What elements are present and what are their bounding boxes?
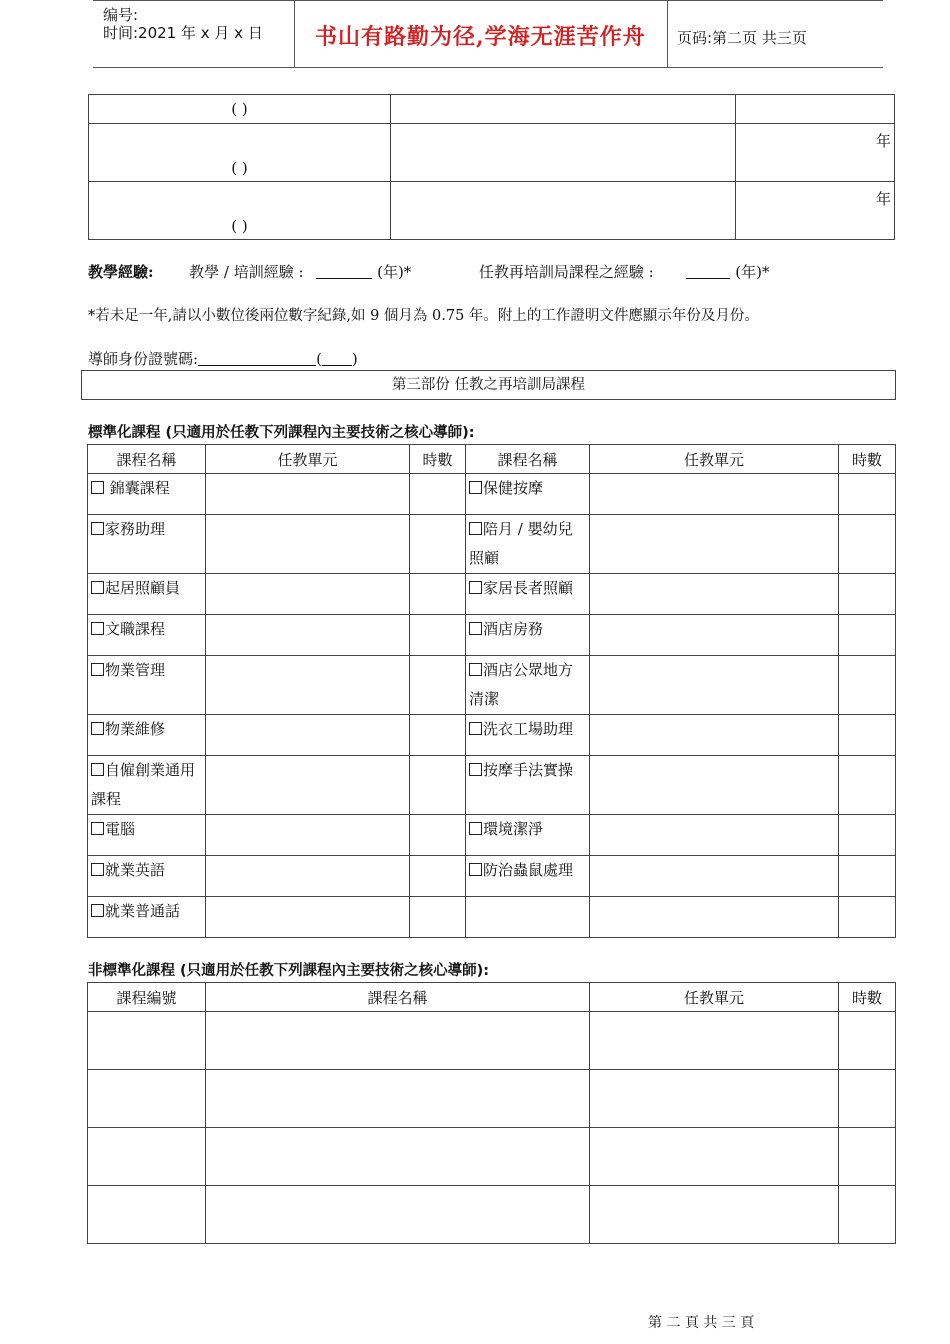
unit-cell[interactable] bbox=[590, 574, 839, 615]
course-checkbox[interactable] bbox=[469, 722, 482, 735]
table-row bbox=[88, 756, 896, 815]
course-cell bbox=[88, 574, 206, 615]
course-checkbox[interactable] bbox=[469, 481, 482, 494]
hours-cell[interactable] bbox=[410, 756, 466, 815]
empty-cell bbox=[391, 182, 736, 240]
standard-courses-table bbox=[87, 444, 896, 938]
table-row bbox=[88, 1186, 896, 1244]
unit-cell[interactable] bbox=[206, 897, 410, 938]
table-row bbox=[89, 182, 895, 240]
table-row bbox=[88, 574, 896, 615]
course-cell bbox=[466, 615, 590, 656]
unit-cell[interactable] bbox=[206, 715, 410, 756]
course-name-cell[interactable] bbox=[206, 1186, 590, 1244]
hours-cell[interactable] bbox=[410, 515, 466, 574]
hours-cell[interactable] bbox=[410, 897, 466, 938]
course-cell bbox=[88, 756, 206, 815]
course-checkbox[interactable] bbox=[91, 663, 104, 676]
hours-cell[interactable] bbox=[839, 856, 896, 897]
course-checkbox[interactable] bbox=[91, 722, 104, 735]
course-name-cell[interactable] bbox=[206, 1128, 590, 1186]
paren-cell bbox=[89, 95, 391, 124]
course-code-cell[interactable] bbox=[88, 1186, 206, 1244]
course-name: 酒店房務 bbox=[483, 620, 544, 638]
header-time-label: 时间:2021 年 x 月 x 日 bbox=[103, 24, 263, 42]
course-name: 酒店公眾地方清潔 bbox=[469, 661, 574, 708]
course-checkbox[interactable] bbox=[91, 622, 104, 635]
erb-years-field[interactable] bbox=[686, 264, 730, 279]
tutor-id-check-digit-field[interactable] bbox=[322, 351, 352, 366]
course-checkbox[interactable] bbox=[469, 522, 482, 535]
course-cell bbox=[466, 574, 590, 615]
course-name: 洗衣工場助理 bbox=[483, 720, 574, 738]
course-name-cell[interactable] bbox=[206, 1070, 590, 1128]
course-name: 就業英語 bbox=[105, 861, 166, 879]
hours-cell[interactable] bbox=[410, 574, 466, 615]
course-name: 陪月 / 嬰幼兒照顧 bbox=[469, 520, 573, 567]
course-name: 就業普通話 bbox=[105, 902, 181, 920]
course-cell bbox=[466, 815, 590, 856]
course-cell bbox=[466, 715, 590, 756]
hours-cell[interactable] bbox=[839, 1070, 896, 1128]
course-cell bbox=[88, 515, 206, 574]
table-row bbox=[88, 897, 896, 938]
course-checkbox[interactable] bbox=[91, 522, 104, 535]
unit-cell[interactable] bbox=[206, 856, 410, 897]
table-row bbox=[88, 1012, 896, 1070]
course-code-cell[interactable] bbox=[88, 1070, 206, 1128]
hours-cell[interactable] bbox=[839, 756, 896, 815]
course-cell bbox=[466, 897, 590, 938]
unit-cell[interactable] bbox=[590, 656, 839, 715]
course-cell bbox=[88, 856, 206, 897]
course-checkbox[interactable] bbox=[469, 622, 482, 635]
course-checkbox[interactable] bbox=[91, 904, 104, 917]
table-row bbox=[88, 856, 896, 897]
unit-cell[interactable] bbox=[590, 756, 839, 815]
unit-cell[interactable] bbox=[590, 1012, 839, 1070]
table-header-row bbox=[88, 445, 896, 474]
unit-cell[interactable] bbox=[206, 615, 410, 656]
unit-cell[interactable] bbox=[590, 515, 839, 574]
unit-cell[interactable] bbox=[206, 815, 410, 856]
unit-cell[interactable] bbox=[590, 474, 839, 515]
year-label: 年 bbox=[875, 190, 891, 208]
table-row bbox=[89, 124, 895, 182]
course-checkbox[interactable] bbox=[469, 763, 482, 776]
hours-cell[interactable] bbox=[839, 1012, 896, 1070]
table-row bbox=[88, 656, 896, 715]
unit-cell[interactable] bbox=[590, 856, 839, 897]
course-cell bbox=[88, 474, 206, 515]
course-checkbox[interactable] bbox=[469, 863, 482, 876]
teach-years-unit: (年)* bbox=[377, 263, 412, 281]
hours-cell[interactable] bbox=[839, 1128, 896, 1186]
course-code-cell[interactable] bbox=[88, 1128, 206, 1186]
paren-text: ( ) bbox=[231, 159, 248, 177]
course-checkbox[interactable] bbox=[469, 663, 482, 676]
course-checkbox[interactable] bbox=[91, 863, 104, 876]
hours-cell[interactable] bbox=[839, 515, 896, 574]
hours-cell[interactable] bbox=[839, 1186, 896, 1244]
part3-title: 第三部份 任教之再培訓局課程 bbox=[81, 370, 896, 400]
header-divider bbox=[667, 0, 668, 67]
course-name: 文職課程 bbox=[105, 620, 166, 638]
course-checkbox[interactable] bbox=[91, 763, 104, 776]
course-cell bbox=[466, 515, 590, 574]
empty-cell bbox=[391, 95, 736, 124]
column-header: 時數 bbox=[410, 445, 466, 474]
header-bottom-rule bbox=[93, 67, 883, 68]
course-name: 物業管理 bbox=[105, 661, 166, 679]
course-checkbox[interactable] bbox=[91, 581, 104, 594]
course-name: 起居照顧員 bbox=[105, 579, 181, 597]
course-checkbox[interactable] bbox=[469, 822, 482, 835]
course-cell bbox=[88, 815, 206, 856]
paren-cell bbox=[89, 182, 391, 240]
column-header: 任教單元 bbox=[590, 445, 839, 474]
course-checkbox[interactable] bbox=[91, 481, 104, 494]
course-name: 防治蟲鼠處理 bbox=[483, 861, 574, 879]
unit-cell[interactable] bbox=[206, 574, 410, 615]
course-cell bbox=[466, 656, 590, 715]
table-row bbox=[88, 1128, 896, 1186]
hours-cell[interactable] bbox=[839, 815, 896, 856]
table-header-row bbox=[88, 983, 896, 1012]
nonstandard-courses-heading: 非標準化課程 (只適用於任教下列課程內主要技術之核心導師): bbox=[88, 963, 490, 979]
hours-cell[interactable] bbox=[410, 656, 466, 715]
erb-experience-label: 任教再培訓局課程之經驗 : bbox=[478, 263, 654, 281]
column-header: 任教單元 bbox=[206, 445, 410, 474]
empty-cell bbox=[736, 95, 895, 124]
tutor-id-field[interactable] bbox=[198, 351, 316, 366]
header-number-label: 编号: bbox=[103, 6, 139, 24]
year-cell bbox=[736, 124, 895, 182]
header-slogan: 书山有路勤为径,学海无涯苦作舟 bbox=[315, 24, 646, 50]
unit-cell[interactable] bbox=[590, 1128, 839, 1186]
unit-cell[interactable] bbox=[206, 756, 410, 815]
hours-cell[interactable] bbox=[410, 856, 466, 897]
course-cell bbox=[466, 856, 590, 897]
course-cell bbox=[88, 656, 206, 715]
unit-cell[interactable] bbox=[590, 715, 839, 756]
nonstandard-courses-table bbox=[87, 982, 896, 1244]
course-checkbox[interactable] bbox=[91, 822, 104, 835]
standard-courses-heading: 標準化課程 (只適用於任教下列課程內主要技術之核心導師): bbox=[88, 425, 475, 441]
unit-cell[interactable] bbox=[590, 815, 839, 856]
course-name: 自僱創業通用課程 bbox=[91, 761, 196, 808]
table-row bbox=[88, 815, 896, 856]
page-footer: 第 二 頁 共 三 頁 bbox=[648, 1315, 755, 1331]
unit-cell[interactable] bbox=[206, 474, 410, 515]
course-name-cell[interactable] bbox=[206, 1012, 590, 1070]
paren-close: ) bbox=[351, 350, 358, 368]
hours-cell[interactable] bbox=[410, 815, 466, 856]
paren-text: ( ) bbox=[231, 100, 248, 118]
table-row bbox=[88, 715, 896, 756]
unit-cell[interactable] bbox=[590, 1186, 839, 1244]
course-name: 環境潔淨 bbox=[483, 820, 544, 838]
column-header: 任教單元 bbox=[590, 983, 839, 1012]
unit-cell[interactable] bbox=[590, 1070, 839, 1128]
header-divider bbox=[294, 0, 295, 67]
paren-open: ( bbox=[316, 350, 322, 368]
header-top-rule bbox=[93, 0, 883, 1]
hours-cell[interactable] bbox=[410, 715, 466, 756]
experience-label: 教學經驗: bbox=[88, 263, 154, 281]
year-cell bbox=[736, 182, 895, 240]
course-name: 家居長者照顧 bbox=[483, 579, 574, 597]
teach-years-field[interactable] bbox=[316, 264, 372, 279]
empty-cell bbox=[391, 124, 736, 182]
teach-experience-label: 教學 / 培訓經驗 : bbox=[189, 263, 304, 281]
course-name: 電腦 bbox=[105, 820, 136, 838]
column-header: 課程編號 bbox=[88, 983, 206, 1012]
table-row bbox=[88, 515, 896, 574]
hours-cell[interactable] bbox=[839, 474, 896, 515]
column-header: 課程名稱 bbox=[88, 445, 206, 474]
column-header: 課程名稱 bbox=[206, 983, 590, 1012]
table-row bbox=[88, 474, 896, 515]
hours-cell[interactable] bbox=[410, 615, 466, 656]
course-name: 按摩手法實操 bbox=[483, 761, 574, 779]
year-label: 年 bbox=[875, 132, 891, 150]
experience-line bbox=[88, 261, 769, 282]
course-name: 家務助理 bbox=[105, 520, 166, 538]
hours-cell[interactable] bbox=[410, 474, 466, 515]
decimal-note: *若未足一年,請以小數位後兩位數字紀錄,如 9 個月為 0.75 年。附上的工作證明文件應顯示年份及月份。 bbox=[88, 308, 759, 324]
hours-cell[interactable] bbox=[839, 615, 896, 656]
tutor-id-line bbox=[88, 348, 358, 369]
hours-cell[interactable] bbox=[839, 656, 896, 715]
unit-cell[interactable] bbox=[206, 656, 410, 715]
course-code-cell[interactable] bbox=[88, 1012, 206, 1070]
course-cell bbox=[466, 474, 590, 515]
tutor-id-label: 導師身份證號碼: bbox=[88, 350, 199, 368]
erb-years-unit: (年)* bbox=[735, 263, 770, 281]
course-name: 物業維修 bbox=[105, 720, 166, 738]
table-row bbox=[88, 1070, 896, 1128]
column-header: 時數 bbox=[839, 445, 896, 474]
header-page-label: 页码:第二页 共三页 bbox=[677, 29, 807, 47]
table-row bbox=[88, 615, 896, 656]
paren-cell bbox=[89, 124, 391, 182]
table-row bbox=[89, 95, 895, 124]
course-checkbox[interactable] bbox=[469, 581, 482, 594]
paren-text: ( ) bbox=[231, 217, 248, 235]
course-name: 錦囊課程 bbox=[105, 479, 170, 497]
unit-cell[interactable] bbox=[590, 615, 839, 656]
column-header: 時數 bbox=[839, 983, 896, 1012]
course-cell bbox=[88, 897, 206, 938]
unit-cell[interactable] bbox=[590, 897, 839, 938]
unit-cell[interactable] bbox=[206, 515, 410, 574]
qualification-table bbox=[88, 94, 895, 240]
course-cell bbox=[88, 715, 206, 756]
hours-cell[interactable] bbox=[839, 715, 896, 756]
hours-cell[interactable] bbox=[839, 897, 896, 938]
course-cell bbox=[88, 615, 206, 656]
course-cell bbox=[466, 756, 590, 815]
hours-cell[interactable] bbox=[839, 574, 896, 615]
column-header: 課程名稱 bbox=[466, 445, 590, 474]
course-name: 保健按摩 bbox=[483, 479, 544, 497]
